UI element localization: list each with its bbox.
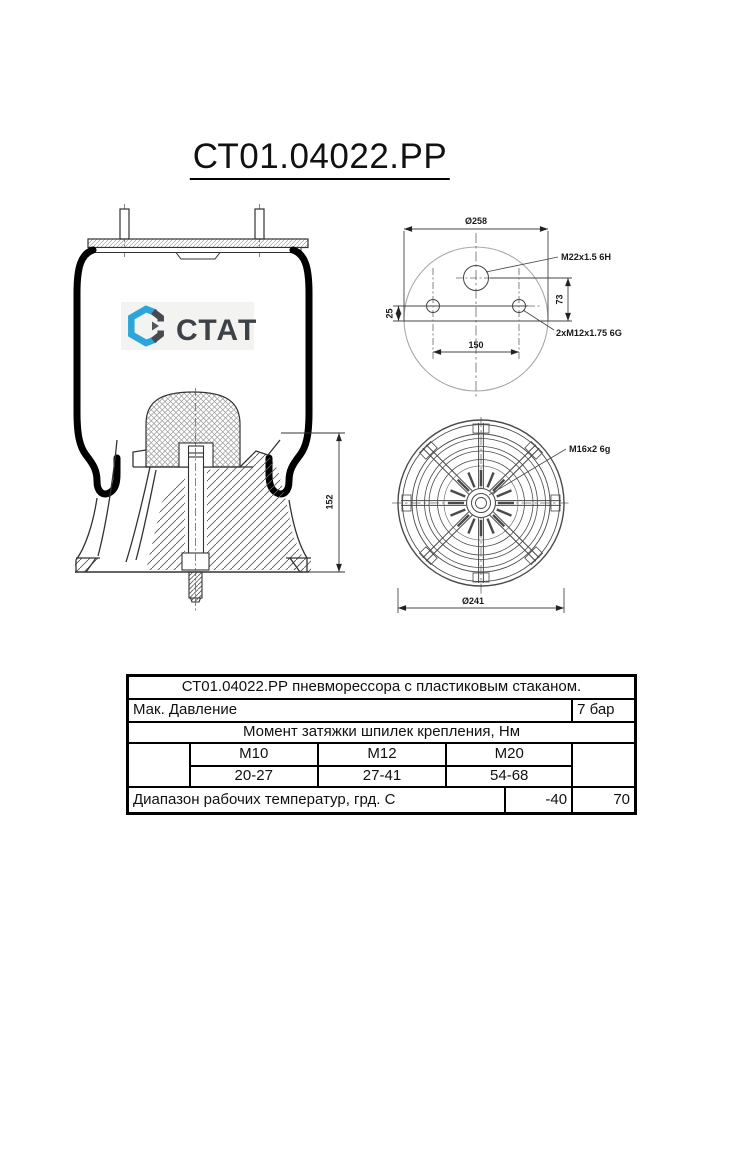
size-m10-cell: М10 [190, 743, 318, 766]
brand-logo [121, 302, 258, 350]
top-plate [88, 239, 308, 248]
offset-73-label: 73 [554, 294, 565, 305]
piston-diameter-label: Ø241 [461, 596, 485, 606]
size-m12-cell: М12 [318, 743, 447, 766]
height-dimension-label: 152 [324, 494, 335, 510]
torque-m20-cell: 54-68 [446, 766, 572, 787]
pressure-value-cell: 7 бар [572, 699, 635, 722]
piston-thread-label: M16x2 6g [569, 444, 611, 454]
torque-m10-cell: 20-27 [190, 766, 318, 787]
mounting-stud-left [120, 209, 129, 239]
temp-range-label-cell: Диапазон рабочих температур, грд. С [128, 787, 505, 814]
empty-cell-right [572, 743, 635, 787]
empty-cell-left [128, 743, 190, 787]
bottom-view-drawing [392, 417, 610, 613]
plate-diameter-label: Ø258 [464, 216, 488, 226]
size-m20-cell: М20 [446, 743, 572, 766]
torque-m12-cell: 27-41 [318, 766, 447, 787]
brand-logo-text: СТАТ [176, 314, 258, 347]
spec-table [126, 674, 637, 815]
table-header-cell: СТ01.04022.РР пневморессора с пластиковым стаканом. [128, 676, 636, 699]
hole-spacing-label: 150 [468, 340, 484, 350]
temp-min-cell: -40 [505, 787, 572, 814]
part-title: СТ01.04022.РР [190, 137, 450, 180]
torque-header-cell: Момент затяжки шпилек крепления, Нм [128, 722, 636, 743]
temp-max-cell: 70 [572, 787, 635, 814]
center-thread-label: M22x1.5 6H [561, 252, 612, 262]
side-view-drawing [75, 204, 345, 612]
offset-25-label: 25 [384, 308, 395, 319]
mounting-stud-right [255, 209, 264, 239]
pressure-label-cell: Мак. Давление [128, 699, 573, 722]
stud-thread-label: 2xM12x1.75 6G [556, 328, 622, 338]
top-view-drawing [385, 216, 622, 398]
